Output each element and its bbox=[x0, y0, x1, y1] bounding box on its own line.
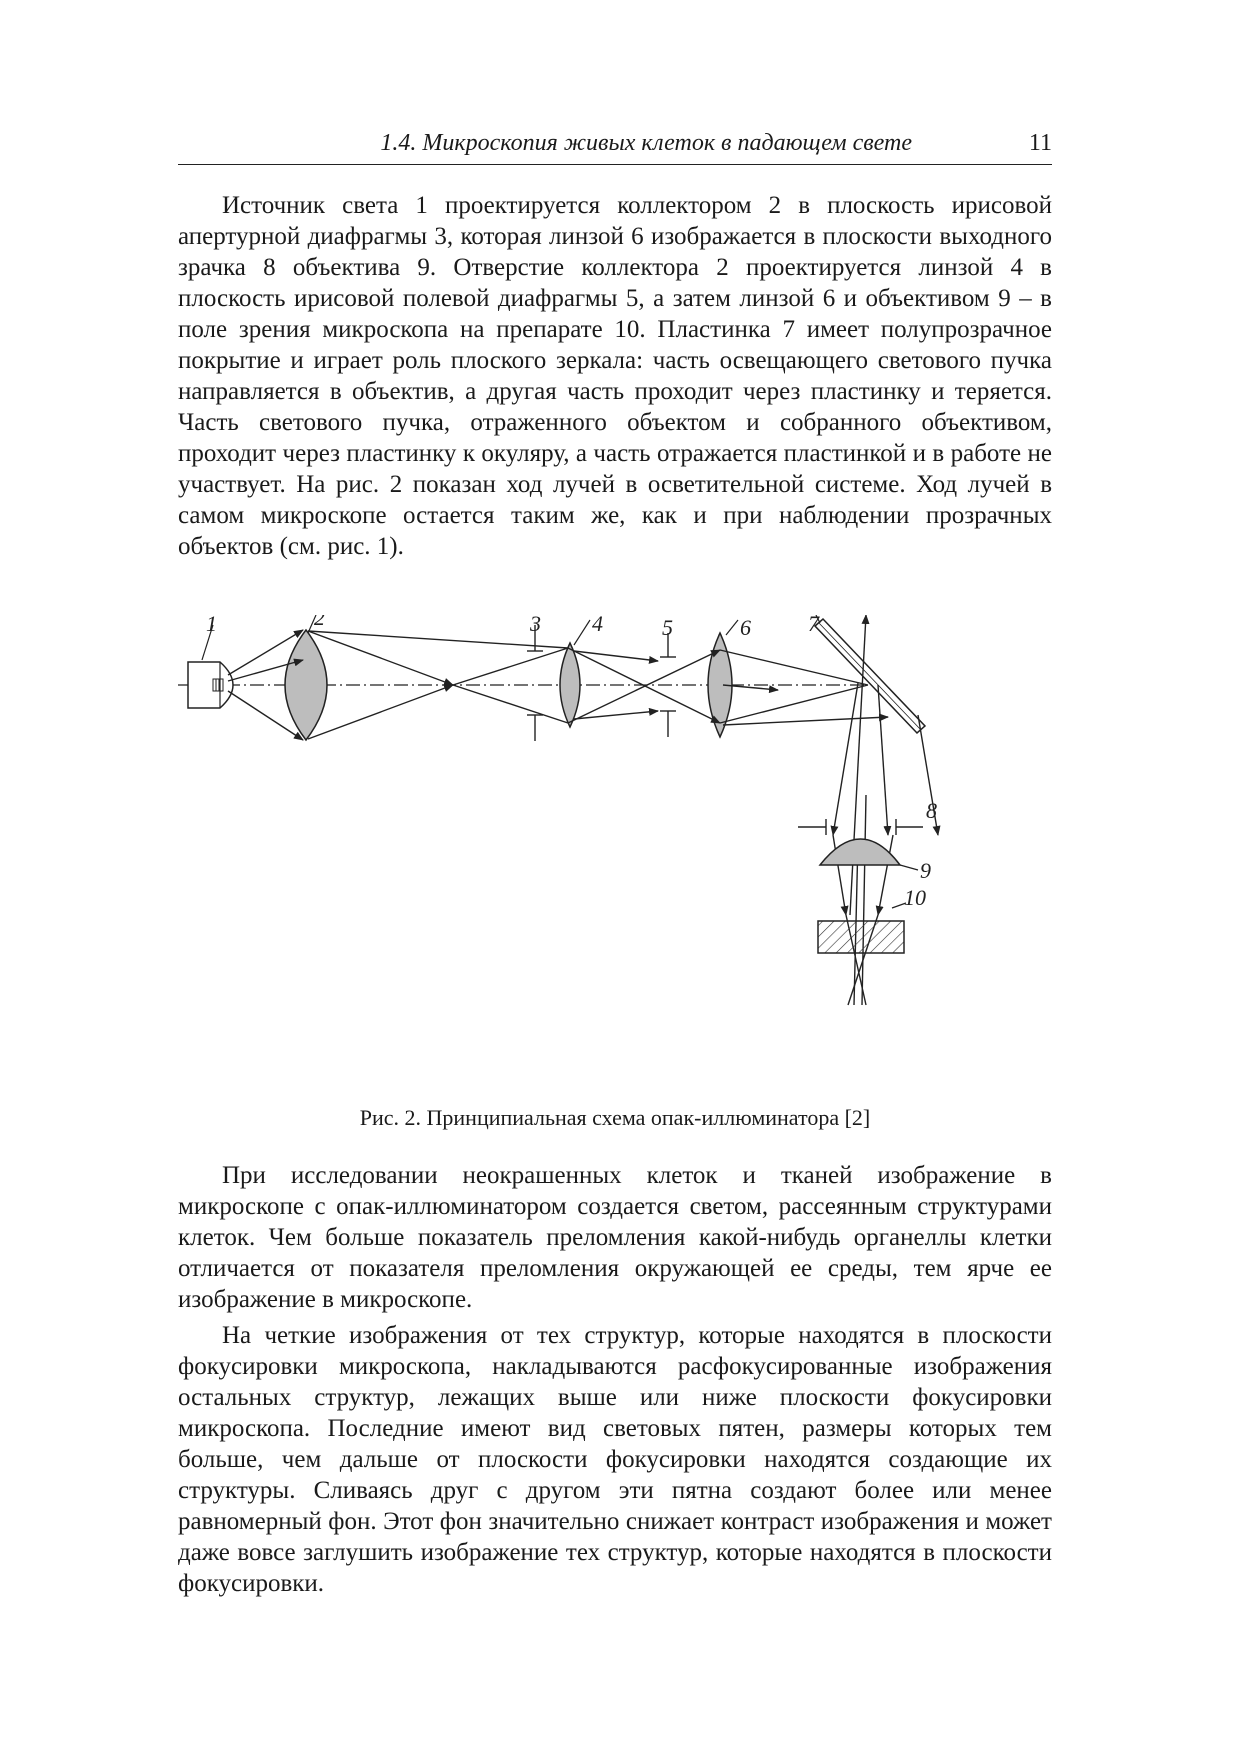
running-head bbox=[178, 128, 1052, 165]
label-6: 6 bbox=[740, 615, 751, 640]
light-source bbox=[188, 662, 233, 708]
label-8: 8 bbox=[926, 798, 937, 823]
label-4: 4 bbox=[592, 615, 603, 636]
label-3: 3 bbox=[530, 615, 541, 636]
label-5: 5 bbox=[662, 615, 673, 640]
optical-scheme-diagram bbox=[178, 615, 1052, 1085]
figure-opak-illuminator bbox=[178, 615, 1052, 1085]
page-number: 11 bbox=[1028, 130, 1052, 156]
label-7: 7 bbox=[808, 615, 819, 636]
running-title: 1.4. Микроскопия живых клеток в падающем свете bbox=[380, 130, 912, 156]
lens-4 bbox=[560, 643, 580, 727]
specimen bbox=[818, 921, 904, 953]
paragraph: При исследовании неокрашенных клеток и тканей изображение в микроскопе с опак-иллюминатором создается светом, рассеянным структурами клеток. Чем больше показатель преломления какой-нибудь органеллы клетки отличается от показателя преломления окружающей ее среды, тем ярче ее изображение в микроскопе. bbox=[178, 1162, 1052, 1313]
label-1: 1 bbox=[206, 615, 217, 636]
exit-pupil bbox=[798, 819, 923, 835]
figure-caption: Рис. 2. Принципиальная схема опак-иллюминатора [2] bbox=[359, 1105, 871, 1130]
objective-lens bbox=[820, 839, 900, 865]
label-9: 9 bbox=[920, 858, 931, 883]
body-text-top bbox=[178, 190, 1052, 562]
label-2: 2 bbox=[314, 615, 325, 630]
label-10: 10 bbox=[904, 885, 926, 910]
paragraph: Источник света 1 проектируется коллектором 2 в плоскость ирисовой апертурной диафрагмы 3, которая линзой 6 изображается в плоскости выходного зрачка 8 объектива 9. Отверстие коллектора 2 проектируется линзой 4 в плоскость ирисовой полевой диафрагмы 5, а затем линзой 6 и объективом 9 – в поле зрения микроскопа на препарате 10. Пластинка 7 имеет полупрозрачное покрытие и играет роль плоского зеркала: часть освещающего светового пучка направляется в объектив, а другая часть проходит через пластинку и теряется. Часть светового пучка, отраженного объектом и собранного объективом, проходит через пластинку к окуляру, а часть отражается пластинкой и в работе не участвует. На рис. 2 показан ход лучей в осветительной системе. Ход лучей в самом микроскопе остается таким же, как и при наблюдении прозрачных объектов (см. рис. 1). bbox=[178, 192, 1052, 560]
aperture-diaphragm bbox=[527, 625, 543, 741]
collector-lens bbox=[285, 630, 327, 740]
body-text-bottom bbox=[178, 1160, 1052, 1599]
paragraph: На четкие изображения от тех структур, которые находятся в плоскости фокусировки микроскопа, накладываются расфокусированные изображения остальных структур, лежащих выше или ниже плоскости фокусировки микроскопа. Последние имеют вид световых пятен, размеры которых тем больше, чем дальше от плоскости фокусировки находятся создающие их структуры. Сливаясь друг с другом эти пятна создают более или менее равномерный фон. Этот фон значительно снижает контраст изображения и может даже вовсе заглушить изображение тех структур, которые находятся в плоскости фокусировки. bbox=[178, 1322, 1052, 1597]
